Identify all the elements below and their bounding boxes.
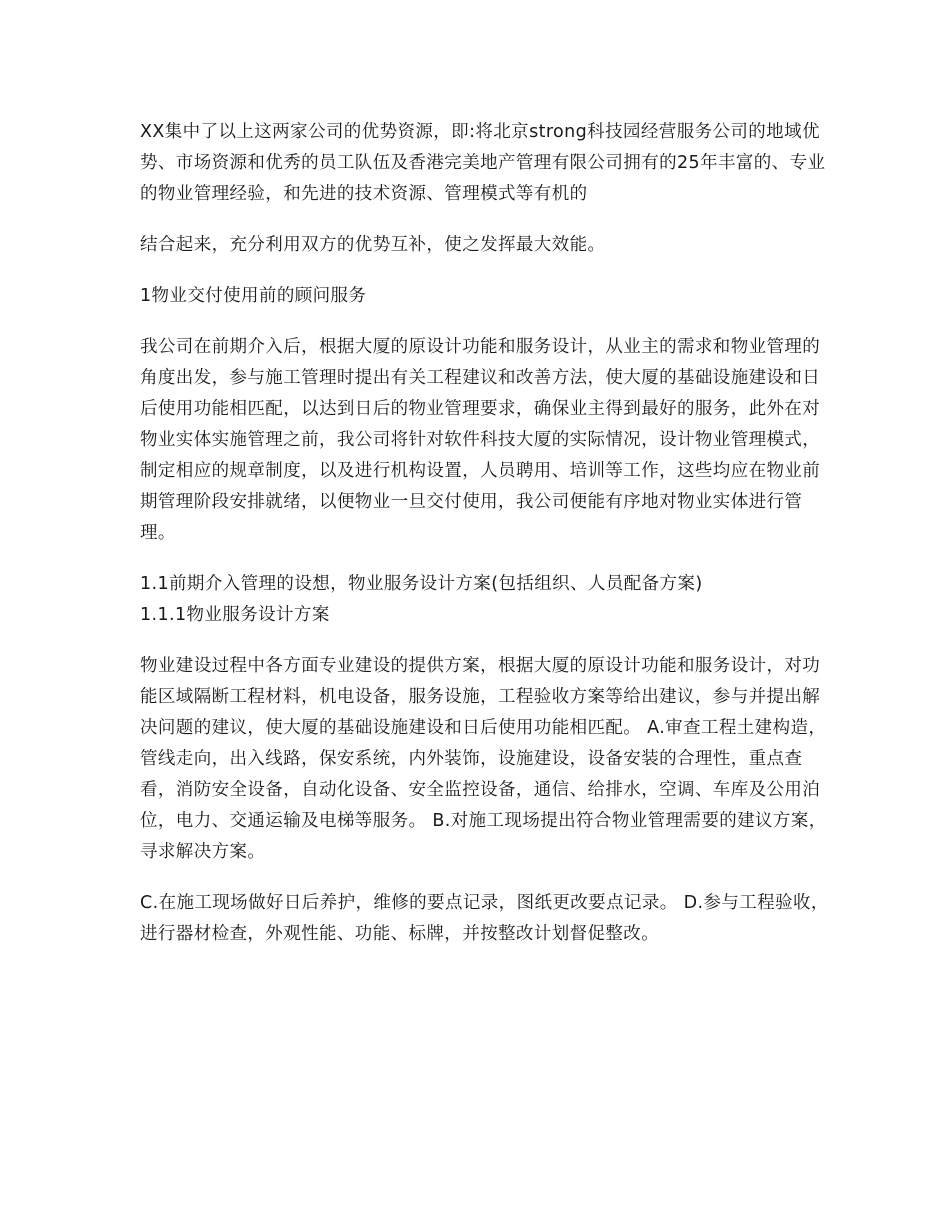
paragraph-early-intervention: 我公司在前期介入后，根据大厦的原设计功能和服务设计，从业主的需求和物业管理的角度出发，参与施工管理时提出有关工程建议和改善方法，使大厦的基础设施建设和日后使用功能相匹配，以达到日后的物业管理要求，确保业主得到最好的服务，此外在对物业实体实施管理之前，我公司将针对软件科技大厦的实际情况，设计物业管理模式，制定相应的规章制度，以及进行机构设置，人员聘用、培训等工作，这些均应在物业前期管理阶段安排就绪，以便物业一旦交付使用，我公司便能有序地对物业实体进行管理。: [140, 337, 821, 543]
paragraph-site-records: C.在施工现场做好日后养护，维修的要点记录，图纸更改要点记录。 D.参与工程验收，进行器材检查，外观性能、功能、标牌，并按整改计划督促整改。: [140, 893, 829, 944]
heading-section-1-1: 1.1前期介入管理的设想，物业服务设计方案(包括组织、人员配备方案): [140, 574, 703, 594]
paragraph-service-design: 物业建设过程中各方面专业建设的提供方案，根据大厦的原设计功能和服务设计，对功能区域隔断工程材料，机电设备，服务设施，工程验收方案等给出建议，参与并提出解决问题的建议，使大厦的基础设施建设和日后使用功能相匹配。 A.审查工程土建构造，管线走向，出入线路，保安系统，内外装饰，设施建设，设备安装的合理性，重点查看，消防安全设备，自动化设备、安全监控设备，通信、给排水，空调、车库及公用泊位，电力、交通运输及电梯等服务。 B.对施工现场提出符合物业管理需要的建议方案，寻求解决方案。: [140, 656, 827, 862]
heading-section-1: 1物业交付使用前的顾问服务: [140, 286, 367, 306]
paragraph-company-resources: XX集中了以上这两家公司的优势资源，即:将北京strong科技园经营服务公司的地域优势、市场资源和优秀的员工队伍及香港完美地产管理有限公司拥有的25年丰富的、专业的物业管理经验，和先进的技术资源、管理模式等有机的: [140, 122, 826, 204]
heading-section-1-1-1: 1.1.1物业服务设计方案: [140, 605, 330, 625]
paragraph-combination: 结合起来，充分利用双方的优势互补，使之发挥最大效能。: [140, 235, 606, 255]
document-body: [140, 117, 830, 970]
